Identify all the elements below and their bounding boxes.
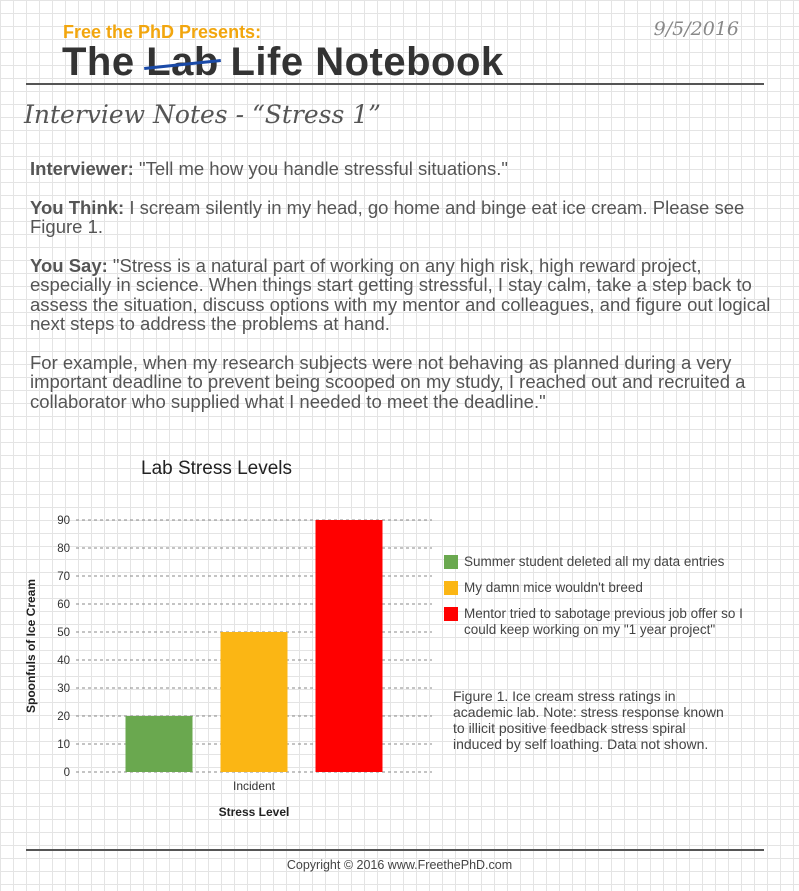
stress-bar-chart <box>0 500 440 830</box>
paragraph-you-think <box>30 198 775 237</box>
paragraph-text: I scream silently in my head, go home and binge eat ice cream. Please see Figure 1. <box>30 196 745 237</box>
y-tick-label: 20 <box>57 711 70 723</box>
page-subtitle: Interview Notes - “Stress 1” <box>24 100 381 129</box>
legend-swatch <box>444 555 458 569</box>
y-tick-label: 0 <box>63 767 70 779</box>
y-tick-label: 60 <box>57 599 70 611</box>
bar-1 <box>126 716 193 772</box>
paragraph-interviewer <box>30 159 775 179</box>
x-tick-label: Incident <box>232 779 276 793</box>
notebook-title <box>62 40 504 85</box>
interview-notes <box>30 159 775 430</box>
presents-label: Free the PhD Presents: <box>63 22 262 42</box>
figure-caption: Figure 1. Ice cream stress ratings in academic lab. Note: stress response known to illicit positive feedback stress spiral induced by self loathing. Data not shown. <box>453 688 724 752</box>
chart-title: Lab Stress Levels <box>141 458 293 479</box>
y-tick-label: 70 <box>57 571 70 583</box>
legend-item <box>444 606 774 638</box>
legend-swatch <box>444 607 458 621</box>
chart-legend <box>444 554 774 648</box>
paragraph-example <box>30 353 775 412</box>
paragraph-label: You Say: <box>30 254 108 276</box>
x-axis-label: Stress Level <box>218 805 290 819</box>
footer-divider <box>26 849 764 851</box>
y-tick-label: 90 <box>57 515 70 527</box>
date-label: 9/5/2016 <box>653 18 739 40</box>
y-tick-label: 50 <box>57 627 70 639</box>
bar-3 <box>316 520 383 772</box>
paragraph-you-say <box>30 256 775 334</box>
legend-label: Mentor tried to sabotage previous job offer so I could keep working on my "1 year project" <box>464 606 743 637</box>
y-axis-label: Spoonfuls of Ice Cream <box>24 578 38 714</box>
legend-item <box>444 580 774 596</box>
paragraph-label: Interviewer: <box>30 158 134 179</box>
legend-label: Summer student deleted all my data entries <box>464 554 725 569</box>
title-prefix: The <box>62 40 147 84</box>
paragraph-text: "Stress is a natural part of working on any high risk, high reward project, especially in science. When things start getting stressful, I stay calm, take a step back to assess the situation, discuss options with my mentor and colleagues, and figure out logical next steps to address the problems at hand. <box>30 254 771 334</box>
legend-label: My damn mice wouldn't breed <box>464 580 643 595</box>
title-suffix: Life Notebook <box>218 40 504 84</box>
y-tick-label: 80 <box>57 543 70 555</box>
y-tick-label: 40 <box>57 655 70 667</box>
y-tick-label: 10 <box>57 739 70 751</box>
paragraph-text: For example, when my research subjects were not behaving as planned during a very important deadline to prevent being scooped on my study, I reached out and recruited a collaborator who supplied what I needed to meet the deadline." <box>30 351 746 412</box>
legend-swatch <box>444 581 458 595</box>
title-struck-word: Lab <box>146 40 219 84</box>
paragraph-text: "Tell me how you handle stressful situations." <box>133 158 508 179</box>
header-divider <box>26 83 764 85</box>
bar-2 <box>221 632 288 772</box>
y-tick-label: 30 <box>57 683 70 695</box>
paragraph-label: You Think: <box>30 196 125 218</box>
legend-item <box>444 554 774 570</box>
copyright-text: Copyright © 2016 www.FreethePhD.com <box>286 858 513 872</box>
